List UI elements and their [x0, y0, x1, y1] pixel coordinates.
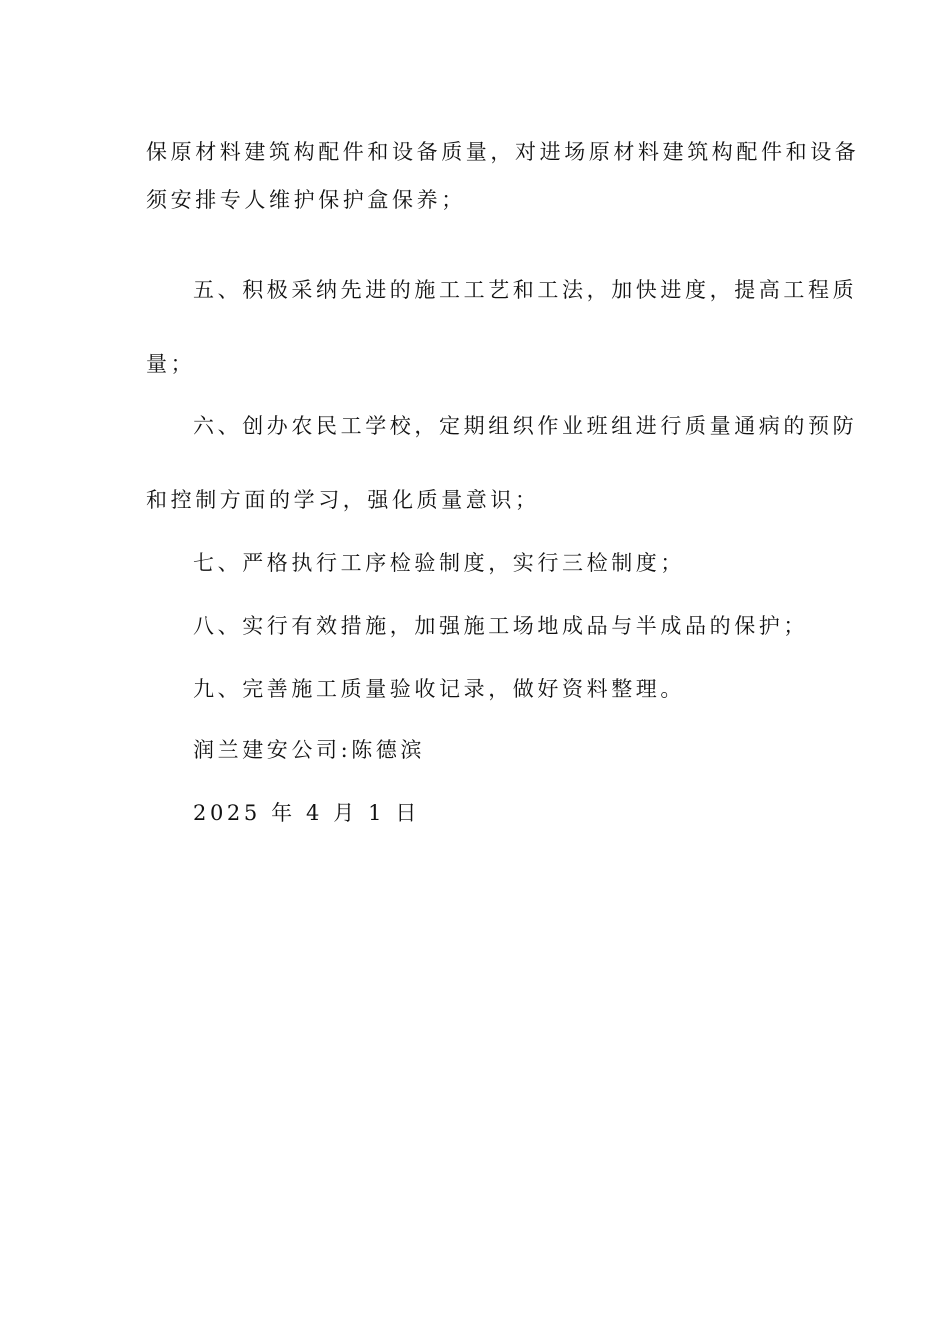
paragraph-line: 须安排专人维护保护盒保养；: [146, 188, 466, 212]
signature-company: 润兰建安公司:陈德滨: [193, 738, 426, 762]
paragraph-line: 五、积极采纳先进的施工工艺和工法，加快进度，提高工程质: [193, 278, 858, 302]
signature-date: 2025 年 4 月 1 日: [193, 801, 420, 825]
paragraph-line: 九、完善施工质量验收记录，做好资料整理。: [193, 677, 685, 701]
paragraph-line: 六、创办农民工学校，定期组织作业班组进行质量通病的预防: [193, 414, 858, 438]
paragraph-line: 八、实行有效措施，加强施工场地成品与半成品的保护；: [193, 614, 808, 638]
paragraph-line: 保原材料建筑构配件和设备质量，对进场原材料建筑构配件和设备: [146, 140, 860, 164]
paragraph-line: 量；: [146, 352, 196, 376]
paragraph-line: 七、严格执行工序检验制度，实行三检制度；: [193, 551, 685, 575]
paragraph-line: 和控制方面的学习，强化质量意识；: [146, 488, 540, 512]
